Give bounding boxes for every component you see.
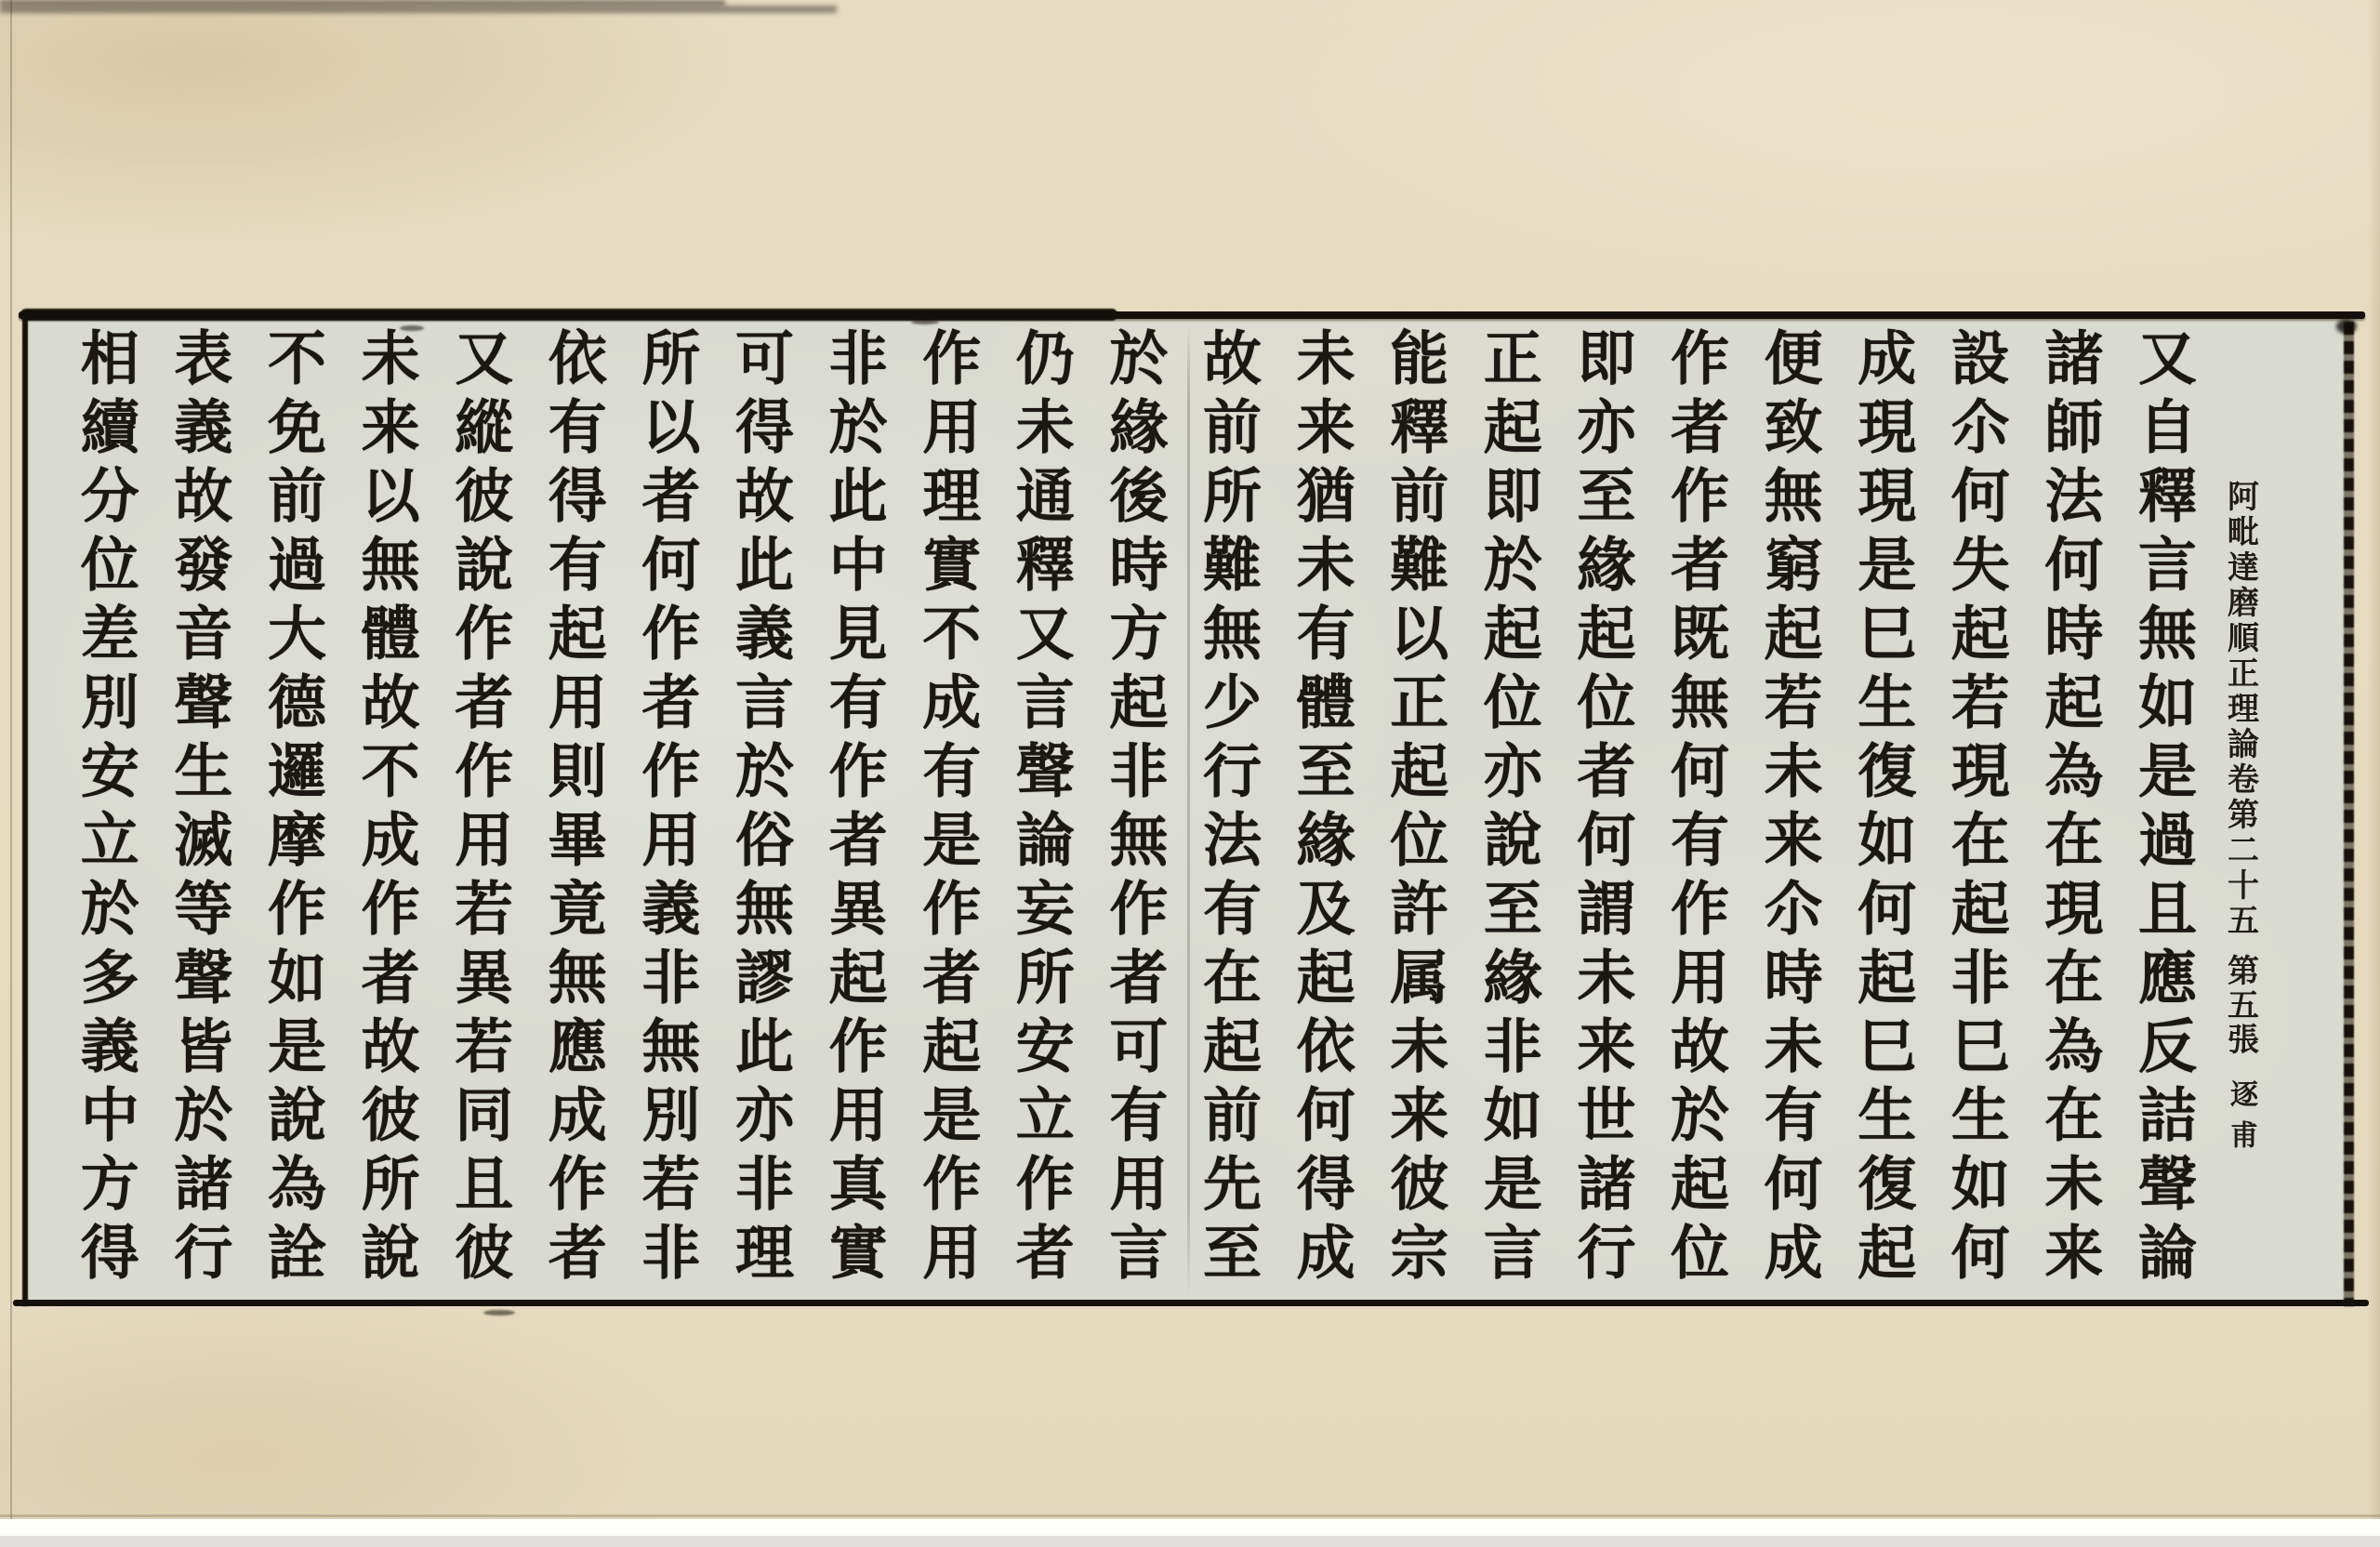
text-column: 相續分位差別安立於多義中方得 xyxy=(71,327,140,1290)
collation-mark: 逐 xyxy=(2225,1079,2257,1107)
text-column: 作用理實不成有是作者起是作用 xyxy=(913,327,983,1290)
text-column: 正起即於起位亦說至緣非如是言 xyxy=(1474,327,1543,1290)
collation-mark: 甫 xyxy=(2225,1120,2257,1148)
sheet-number: 第五張 xyxy=(2221,954,2259,1057)
text-column: 依有得有起用則畢竟無應成作者 xyxy=(538,327,608,1290)
title-text: 阿毗達磨順正理論卷第二十五 xyxy=(2221,480,2259,939)
text-column: 於緣後時方起非無作者可有用言 xyxy=(1100,327,1170,1290)
text-column: 作者作者既無何有作用故於起位 xyxy=(1661,327,1730,1290)
text-column: 仍未通釋又言聲論妄所安立作者 xyxy=(1006,327,1076,1290)
text-column: 設尒何失起若現在起非巳生如何 xyxy=(1941,327,2011,1290)
text-column: 故前所難無少行法有在起前先至 xyxy=(1194,327,1263,1290)
volume-title-column xyxy=(2216,480,2265,1148)
text-column: 能釋前難以正起位許属未来彼宗 xyxy=(1381,327,1450,1290)
text-column: 不免前過大德邏摩作如是說為詮 xyxy=(258,327,327,1290)
text-column: 未来以無體故不成作者故彼所說 xyxy=(351,327,421,1290)
text-column: 可得故此義言於俗無謬此亦非理 xyxy=(726,327,795,1290)
text-column: 非於此中見有作者異起作用真實 xyxy=(819,327,889,1290)
text-column: 成現現是巳生復如何起巳生復起 xyxy=(1848,327,1918,1290)
scan-edge-strip xyxy=(0,1536,2380,1547)
text-column: 即亦至緣起位者何謂未来世諸行 xyxy=(1567,327,1637,1290)
text-column: 便致無窮起若未来尒時未有何成 xyxy=(1754,327,1824,1290)
text-column: 又縱彼說作者作用若異若同且彼 xyxy=(445,327,515,1290)
text-column: 所以者何作者作用義非無別若非 xyxy=(632,327,702,1290)
text-column: 未来猶未有體至緣及起依何得成 xyxy=(1287,327,1356,1290)
text-column: 諸師法何時起為在現在為在未来 xyxy=(2035,327,2105,1290)
text-column: 又自釋言無如是過且應反詰聲論 xyxy=(2129,327,2198,1290)
text-column: 表義故發音聲生滅等聲皆於諸行 xyxy=(165,327,234,1290)
